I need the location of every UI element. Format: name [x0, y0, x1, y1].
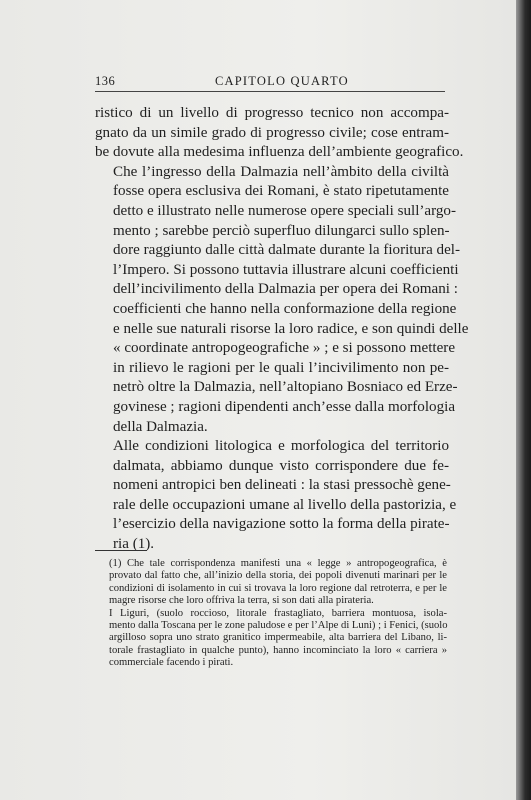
footnote [95, 608, 447, 670]
body-text [95, 104, 469, 555]
footnotes [95, 558, 447, 670]
text-line: coefficienti che hanno nella conformazione della regione [113, 300, 457, 317]
text-line: dalmata, abbiamo dunque visto corrispondere due fe- [113, 457, 449, 474]
footnote-line: condizioni di isolamento in cui si trovava la loro regione dal retroterra, e per le [109, 582, 447, 594]
text-line: ristico di un livello di progresso tecnico non accompa- [95, 105, 449, 121]
text-line: l’Impero. Si possono tuttavia illustrare alcuni coefficienti [113, 261, 459, 278]
book-spine-edge [516, 0, 531, 800]
text-line: fosse opera esclusiva dei Romani, è stato ripetutamente [113, 183, 449, 200]
page-number: 136 [95, 74, 116, 88]
text-line: be dovute alla medesima influenza dell’ambiente geografico. [95, 144, 464, 161]
footnote-line: I Liguri, (suolo roccioso, litorale frastagliato, barriera montuosa, isola- [109, 607, 447, 619]
text-line: Alle condizioni litologica e morfologica del territorio [113, 438, 449, 455]
text-line: « coordinate antropogeografiche » ; e si possono mettere [113, 340, 456, 357]
text-line: gnato da un simile grado di progresso civile; cose entram- [95, 124, 449, 141]
text-line: ria (1). [113, 536, 155, 553]
text-line: govinese ; ragioni dipendenti anch’esse dalla morfologia [113, 398, 456, 415]
paragraph [95, 437, 457, 555]
text-line: e nelle sue naturali risorse la loro radice, e son quindi delle [113, 320, 469, 337]
footnote-line: (1) Che tale corrispondenza manifesti una « legge » antropogeografica, è [109, 558, 447, 569]
text-line: mento ; sarebbe perciò superfluo dilungarci sullo splen- [113, 222, 450, 239]
footnote-line: provato dal fatto che, all’inizio della storia, dei popoli divenuti marinari per le [109, 570, 447, 582]
header-rule [95, 91, 445, 92]
footnote-line: torale frastagliato in qualche punto), hanno incominciato la loro « carriera » [109, 644, 447, 656]
footnote-line: magre risorse che loro offriva la terra, si son dati alla pirateria. [109, 595, 374, 607]
text-line: l’esercizio della navigazione sotto la forma della pirate- [113, 516, 450, 533]
footnote-line: commerciale facendo i pirati. [109, 657, 234, 669]
text-line: della Dalmazia. [113, 418, 208, 435]
text-line: nomeni antropici ben delineati : la stasi pressochè gene- [113, 477, 451, 494]
footnote-line: mento dalla Toscana per le zone paludose e per l’Alpe di Luni) ; i Fenici, (suolo [109, 620, 448, 632]
text-line: dell’incivilimento della Dalmazia per opera dei Romani : [113, 281, 458, 298]
footnote-rule [95, 550, 147, 551]
text-line: in rilievo le ragioni per le quali l’incivilimento non pe- [113, 359, 449, 376]
paragraph [95, 163, 469, 437]
text-line: netrò oltre la Dalmazia, nell’altopiano Bosniaco ed Erze- [113, 379, 458, 396]
text-line: dore raggiunto dalle città dalmate durante la fioritura del- [113, 242, 461, 259]
chapter-title: CAPITOLO QUARTO [215, 74, 349, 88]
text-line: detto e illustrato nelle numerose opere speciali sull’argo- [113, 202, 456, 219]
paragraph [95, 104, 464, 163]
text-line: Che l’ingresso della Dalmazia nell’àmbito della civiltà [113, 163, 449, 180]
footnote-line: argilloso sopra uno strato granitico impermeabile, alta barriera del Libano, li- [109, 632, 447, 644]
text-line: rale delle occupazioni umane al livello della pastorizia, e [113, 496, 457, 513]
footnote [95, 558, 447, 608]
